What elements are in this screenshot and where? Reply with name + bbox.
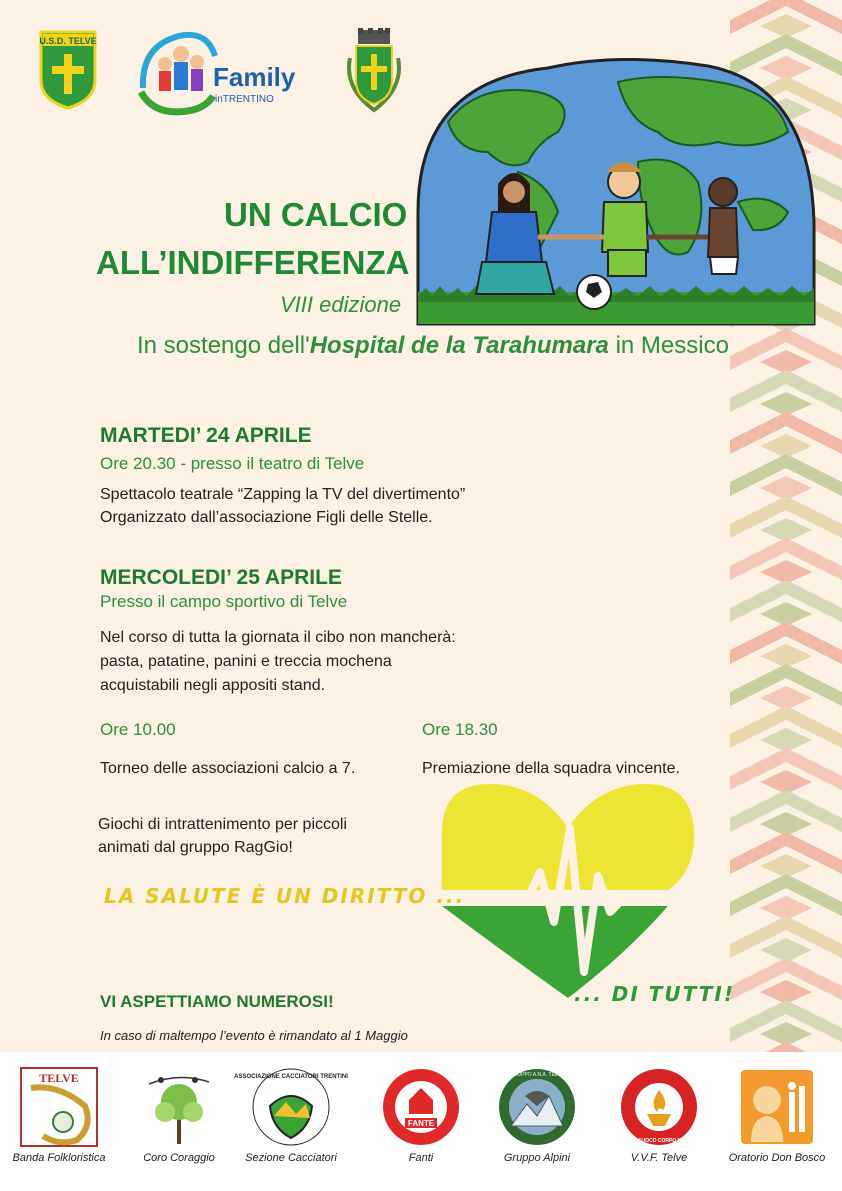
svg-text:FANTE: FANTE	[407, 1119, 435, 1128]
svg-text:ASSOCIAZIONE CACCIATORI TRENTI: ASSOCIAZIONE CACCIATORI TRENTINI	[234, 1074, 348, 1080]
sponsor-fanti	[366, 1066, 476, 1164]
coro-logo	[139, 1066, 219, 1148]
sponsor-vvf-label: V.V.F. Telve	[630, 1152, 688, 1164]
oratorio-logo	[737, 1066, 817, 1148]
support-suffix: in Messico	[608, 332, 729, 359]
slot2-time: Ore 18.30	[422, 720, 498, 739]
invite-text: VI ASPETTIAMO NUMEROSI!	[100, 992, 334, 1011]
svg-text:TELVE: TELVE	[39, 1071, 79, 1085]
slot2-text: Premiazione della squadra vincente.	[422, 760, 680, 777]
support-line	[137, 332, 729, 360]
sponsor-fanti-label: Fanti	[408, 1152, 434, 1164]
trentino-text: inTRENTINO	[215, 94, 274, 105]
event1-date: MARTEDI’ 24 APRILE	[100, 424, 312, 447]
alpini-logo	[497, 1066, 577, 1148]
world-children-illustration	[418, 52, 818, 324]
event1-time-place: Ore 20.30 - presso il teatro di Telve	[100, 454, 365, 473]
svg-text:VIGILI DEL FUOCO CORPO NAZIONA: VIGILI DEL FUOCO CORPO NAZIONALE	[611, 1138, 707, 1144]
event1-line-1: Spettacolo teatrale “Zapping la TV del divertimento”	[100, 486, 466, 503]
slogan-part-2: ... DI TUTTI!	[574, 982, 735, 1006]
banda-logo	[19, 1066, 99, 1148]
edition-text: VIII edizione	[280, 292, 402, 317]
sponsor-vvf	[604, 1066, 714, 1164]
sponsor-coro-label: Coro Coraggio	[143, 1152, 215, 1164]
sponsor-oratorio-label: Oratorio Don Bosco	[728, 1152, 826, 1164]
usd-telve-logo	[38, 28, 98, 115]
sponsor-coro	[124, 1066, 234, 1164]
games-line-2: animati dal gruppo RagGio!	[98, 839, 293, 856]
event2-place: Presso il campo sportivo di Telve	[100, 592, 348, 611]
heart-heartbeat-graphic	[428, 772, 728, 1009]
hospital-name: Hospital de la Tarahumara	[309, 332, 609, 359]
sponsor-cacciatori	[236, 1066, 346, 1164]
family-in-trentino-logo	[135, 26, 315, 118]
slot1-time: Ore 10.00	[100, 720, 176, 739]
cacciatori-logo	[234, 1066, 348, 1148]
usd-telve-text: U.S.D. TELVE	[39, 36, 97, 46]
sponsor-alpini	[482, 1066, 592, 1164]
title-line-2: ALL’INDIFFERENZA	[96, 244, 410, 281]
event2-line-1: Nel corso di tutta la giornata il cibo non mancherà:	[100, 629, 456, 646]
vvf-logo	[611, 1066, 707, 1148]
event2-date: MERCOLEDI’ 25 APRILE	[100, 566, 342, 589]
svg-text:GRUPPO A.N.A. TELVE: GRUPPO A.N.A. TELVE	[510, 1072, 564, 1078]
fanti-logo	[381, 1066, 461, 1148]
sponsor-alpini-label: Gruppo Alpini	[503, 1152, 571, 1164]
support-prefix: In sostengo dell'	[137, 332, 310, 359]
family-text: Family	[213, 62, 296, 92]
slot1-text: Torneo delle associazioni calcio a 7.	[100, 760, 356, 777]
sponsor-oratorio	[722, 1066, 832, 1164]
sponsor-bar	[0, 1052, 842, 1191]
telve-coat-of-arms	[344, 28, 404, 117]
sponsor-cacciatori-label: Sezione Cacciatori	[245, 1152, 337, 1164]
event1-line-2: Organizzato dall’associazione Figli delle Stelle.	[100, 509, 433, 526]
event2-line-2: pasta, patatine, panini e treccia mochena	[100, 653, 392, 670]
sponsor-banda	[4, 1066, 114, 1164]
slogan-part-1: LA SALUTE È UN DIRITTO ...	[104, 884, 466, 908]
games-line-1: Giochi di intrattenimento per piccoli	[98, 816, 348, 833]
weather-note: In caso di maltempo l’evento è rimandato al 1 Maggio	[100, 1028, 408, 1043]
event2-line-3: acquistabili negli appositi stand.	[100, 677, 326, 694]
sponsor-banda-label: Banda Folkloristica	[12, 1152, 106, 1164]
title-line-1: UN CALCIO	[224, 196, 408, 233]
